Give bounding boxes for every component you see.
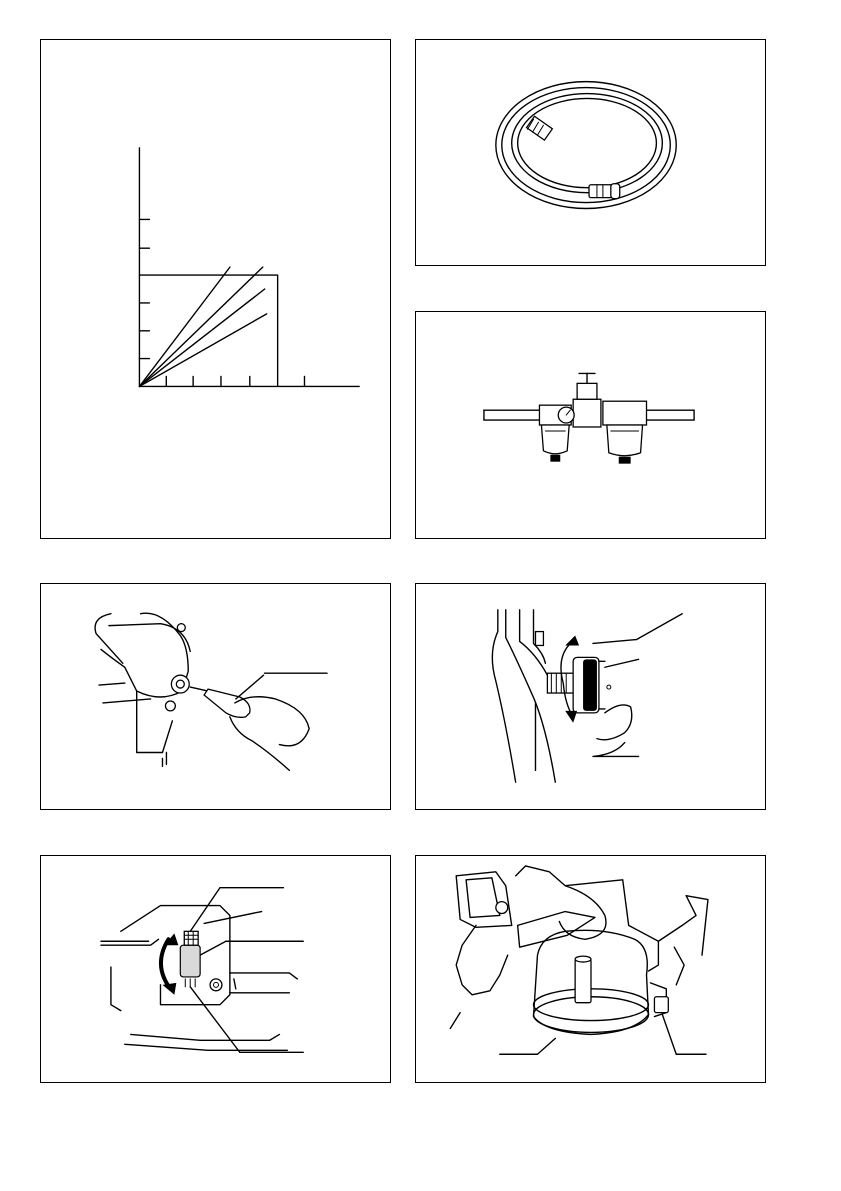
dial-icon xyxy=(416,584,765,809)
graph-diagram xyxy=(41,40,390,538)
hose-coupling-right xyxy=(589,184,620,199)
magazine-icon xyxy=(416,856,765,1082)
figure-graph-panel xyxy=(40,39,391,539)
hose-coupling-left xyxy=(527,116,553,140)
regulator xyxy=(558,373,601,427)
graph-rays xyxy=(139,267,266,386)
lever-icon xyxy=(41,856,390,1082)
screwdriver-icon xyxy=(41,584,390,809)
lubricator-bowl xyxy=(603,401,647,463)
adjuster-lever xyxy=(180,931,200,987)
figure-lever-panel xyxy=(40,855,391,1083)
frl-unit-icon xyxy=(416,312,765,538)
lever-arrow xyxy=(161,939,170,989)
hose-icon xyxy=(416,40,765,265)
figure-frl-panel xyxy=(415,311,766,539)
figure-dial-panel xyxy=(415,583,766,810)
figure-hose-panel xyxy=(415,39,766,266)
y-ticks xyxy=(139,219,149,358)
figure-screwdriver-panel xyxy=(40,583,391,810)
magazine-drum xyxy=(534,930,649,1034)
figure-magazine-panel xyxy=(415,855,766,1083)
adjuster-dial xyxy=(547,657,604,713)
x-ticks xyxy=(166,376,304,386)
